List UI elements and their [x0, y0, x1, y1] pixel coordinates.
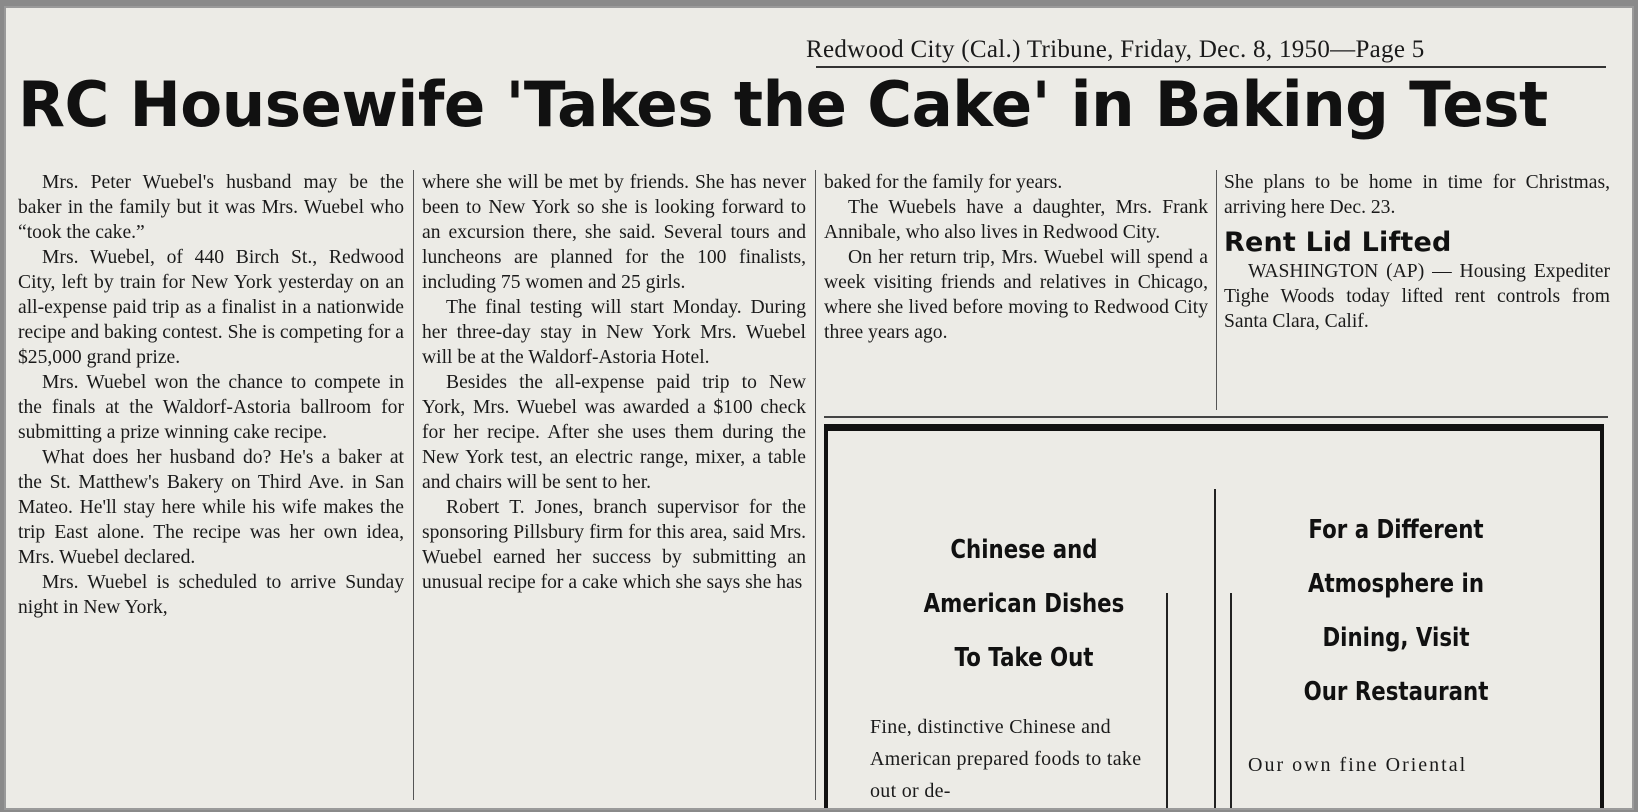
sidebar-paragraph: WASHINGTON (AP) — Housing Expediter Tighe Woods today lifted rent controls from Santa Clara, Calif.: [1224, 261, 1610, 332]
ad-heading-line: For a Different: [1308, 515, 1484, 545]
paragraph: Mrs. Wuebel won the chance to compete in the finals at the Waldorf-Astoria ballroom for submitting a prize winning cake recipe.: [18, 372, 404, 443]
paragraph: On her return trip, Mrs. Wuebel will spend a week visiting friends and relatives in Chicago, where she lived before moving to Redwood City three years ago.: [824, 247, 1208, 343]
headline: RC Housewife 'Takes the Cake' in Baking Test: [18, 68, 1548, 141]
paragraph: She plans to be home in time for Christmas, arriving here Dec. 23.: [1224, 172, 1610, 218]
article-column-1: [18, 170, 404, 620]
ad-left-body: Fine, distinctive Chinese and American prepared foods to take out or de-: [870, 716, 1142, 802]
ad-right-heading: [1265, 503, 1527, 719]
paragraph: baked for the family for years.: [824, 172, 1063, 193]
sidebar-headline: Rent Lid Lifted: [1224, 227, 1452, 258]
paragraph: where she will be met by friends. She has never been to New York so she is looking forward to an excursion there, she said. Several tours and luncheons are planned for the 100 finalists, including 75 women and 25 girls.: [422, 172, 806, 293]
paragraph: Besides the all-expense paid trip to New York, Mrs. Wuebel was awarded a $100 check for her recipe. After she uses them during the New York test, an electric range, mixer, a table and chairs will be sent to her.: [422, 372, 806, 493]
restaurant-ad: [824, 424, 1604, 810]
ad-heading-line: Dining, Visit: [1322, 623, 1470, 653]
ad-divider: [1214, 489, 1216, 810]
article-column-2: [422, 170, 806, 595]
ad-heading-line: Chinese and: [950, 535, 1098, 565]
running-head: Redwood City (Cal.) Tribune, Friday, Dec. 8, 1950—Page 5: [806, 36, 1425, 63]
ad-heading-line: American Dishes: [923, 589, 1125, 619]
paragraph: Mrs. Wuebel, of 440 Birch St., Redwood City, left by train for New York yesterday on an all-expense paid trip as a finalist in a nationwide recipe and baking contest. She is competing for a $25,000 grand prize.: [18, 247, 404, 368]
ad-heading-line: Our Restaurant: [1303, 677, 1489, 707]
ad-heading-line: Atmosphere in: [1307, 569, 1485, 599]
column-rule: [413, 170, 414, 800]
column-rule: [1216, 170, 1217, 410]
ad-divider: [1230, 593, 1232, 810]
ad-top-rule: [824, 416, 1608, 418]
paragraph: The Wuebels have a daughter, Mrs. Frank Annibale, who also lives in Redwood City.: [824, 197, 1208, 243]
ad-divider: [1166, 593, 1168, 810]
column-rule: [815, 170, 816, 800]
paragraph: Robert T. Jones, branch supervisor for the sponsoring Pillsbury firm for this area, said Mrs. Wuebel earned her success by submitting an unusual recipe for a cake which she says she has: [422, 497, 806, 593]
paragraph: What does her husband do? He's a baker at the St. Matthew's Bakery on Third Ave. in San Mateo. He'll stay here while his wife makes the trip East alone. The recipe was her own idea, Mrs. Wuebel declared.: [18, 447, 404, 568]
article-column-4: [1224, 170, 1610, 334]
paragraph: Mrs. Peter Wuebel's husband may be the baker in the family but it was Mrs. Wuebel who “took the cake.”: [18, 172, 404, 243]
paragraph: Mrs. Wuebel is scheduled to arrive Sunday night in New York,: [18, 572, 404, 618]
ad-heading-line: To Take Out: [954, 643, 1094, 673]
article-column-3: [824, 170, 1208, 345]
ad-left-heading: [893, 523, 1155, 685]
paragraph: The final testing will start Monday. During her three-day stay in New York Mrs. Wuebel will be at the Waldorf-Astoria Hotel.: [422, 297, 806, 368]
ad-right-body: Our own fine Oriental: [1248, 754, 1468, 776]
newspaper-page: [4, 6, 1634, 810]
